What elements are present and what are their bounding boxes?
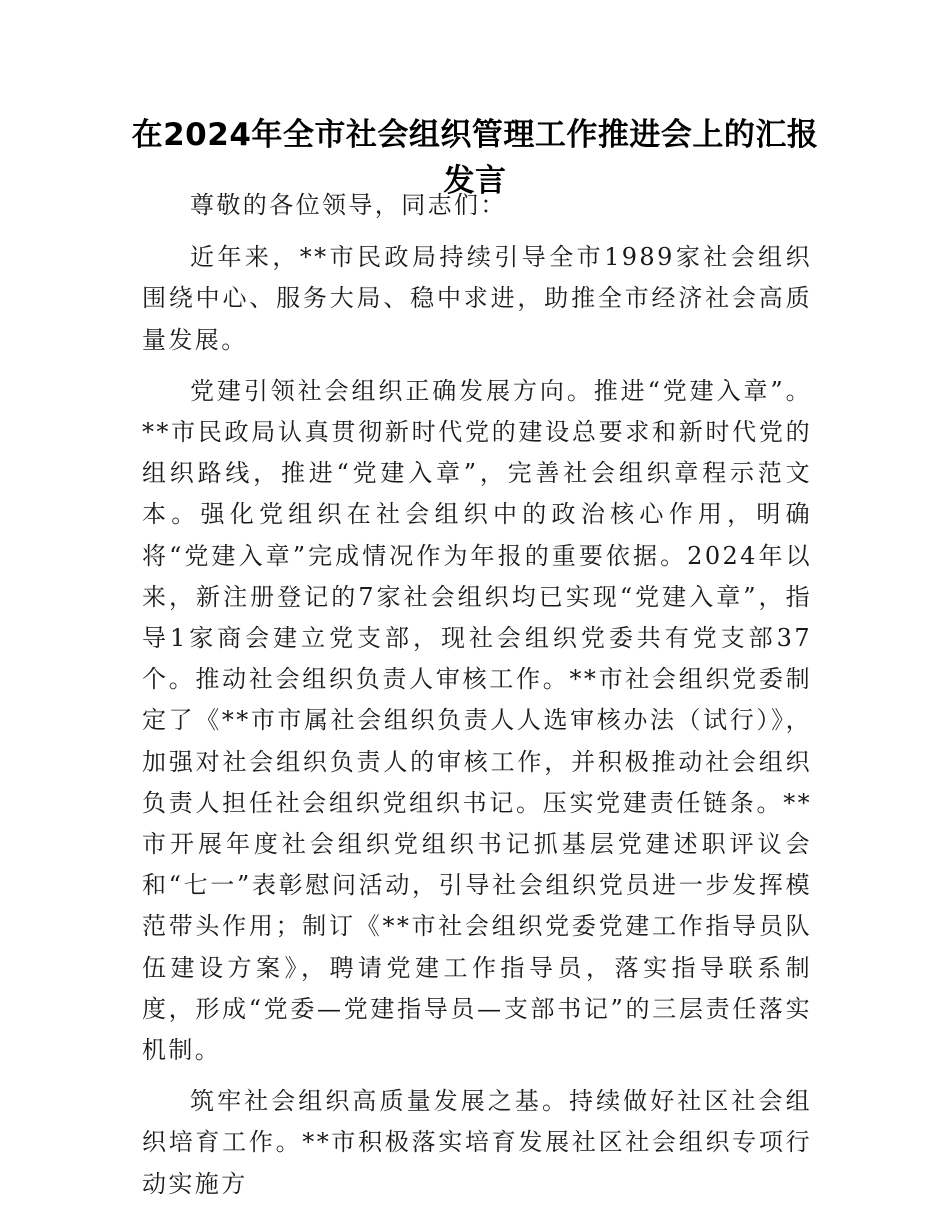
paragraph-party-building: 党建引领社会组织正确发展方向。推进“党建入章”。**市民政局认真贯彻新时代党的建设总要求和新时代党的组织路线，推进“党建入章”，完善社会组织章程示范文本。强化党组织在社会组织中的政治核心作用，明确将“党建入章”完成情况作为年报的重要依据。2024年以来，新注册登记的7家社会组织均已实现“党建入章”，指导1家商会建立党支部，现社会组织党委共有党支部37个。推动社会组织负责人审核工作。**市社会组织党委制定了《**市市属社会组织负责人人选审核办法（试行）》，加强对社会组织负责人的审核工作，并积极推动社会组织负责人担任社会组织党组织书记。压实党建责任链条。**市开展年度社会组织党组织书记抓基层党建述职评议会和“七一”表彰慰问活动，引导社会组织党员进一步发挥模范带头作用；制订《**市社会组织党委党建工作指导员队伍建设方案》，聘请党建工作指导员，落实指导联系制度，形成“党委—党建指导员—支部书记”的三层责任落实机制。 bbox=[142, 376, 812, 1065]
paragraph-intro: 近年来，**市民政局持续引导全市1989家社会组织围绕中心、服务大局、稳中求进，助推全市经济社会高质量发展。 bbox=[142, 243, 812, 354]
paragraph-development-foundation: 筑牢社会组织高质量发展之基。持续做好社区社会组织培育工作。**市积极落实培育发展社区社会组织专项行动实施方 bbox=[142, 1087, 812, 1198]
document-body bbox=[142, 185, 812, 1215]
salutation: 尊敬的各位领导，同志们： bbox=[190, 191, 507, 219]
document-title: 在2024年全市社会组织管理工作推进会上的汇报发言 bbox=[131, 117, 819, 199]
